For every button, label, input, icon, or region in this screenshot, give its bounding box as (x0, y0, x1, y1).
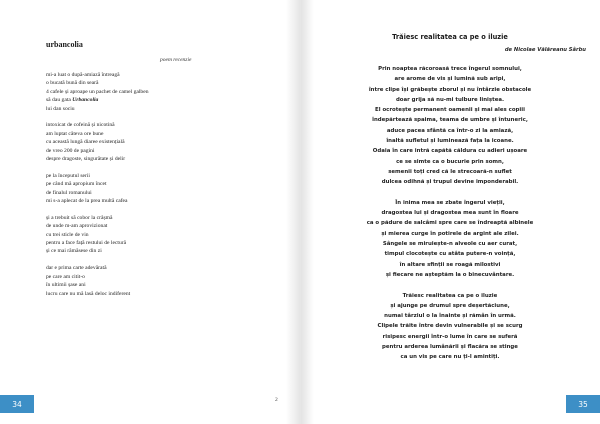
stanza (300, 198, 600, 280)
poem-line: Odaia în care intră capătă căldura cu adieri ușoare (372, 148, 528, 155)
poem-line: lucru care nu mă lasă deloc indiferent (46, 290, 131, 297)
right-page (300, 0, 600, 424)
book-title-emphasis: Urbancolia (72, 97, 99, 104)
stanza (46, 71, 266, 113)
stanza (300, 291, 600, 363)
poem-line: despre dragoste, singurătate și delir (46, 156, 126, 163)
poem-line: Trăiesc realitatea ca pe o iluzie (402, 292, 498, 299)
poem-line: numai târziul o la înainte și rămân în urmă. (384, 313, 516, 320)
poem-line: și fiecare ne așteptăm la o binecuvântare. (385, 271, 515, 278)
poem-line: Prin noaptea răcoroasă trece îngerul somnului, (378, 66, 522, 72)
poem-line: ca o pădure de salcâmi spre care se îndreaptă albinele (366, 220, 534, 227)
poem-line: pentru arderea lumânării și flacăra se stinge (382, 344, 518, 351)
poem-line: Sângele se miruiește-n alveole cu aer curat, (382, 241, 518, 248)
poem-line: și ce mai rămăsese din zi (46, 248, 102, 255)
poem-line: risipesc energii într-o lume în care se suferă (382, 333, 518, 340)
page-number-label: 35 (578, 399, 588, 409)
poem-line-text: să dau gata (46, 97, 73, 104)
poem-body (46, 71, 266, 306)
poem-line: ca un vis pe care nu ți-l amintiți. (400, 354, 500, 361)
poem-title: Trăiesc realitatea ca pe o iluzie (392, 33, 508, 41)
poem-line: de finalul romanului (46, 189, 92, 196)
poem-line: doar grija să nu-mi tulbure liniștea. (395, 96, 505, 103)
poem-line: cu această lungă diaree existențială (46, 139, 125, 146)
poem-line: am luptat câteva ore bune (46, 130, 104, 137)
footer-page-number: 2 (275, 397, 278, 403)
poem-line: are arome de vis și lumină sub aripi, (394, 76, 506, 83)
poem-line: aduce pacea sfântă ca într-o zi la amiază, (386, 127, 514, 134)
poem-body (300, 64, 600, 373)
poem-line: În inima mea se zbate îngerul vieții, (395, 199, 505, 206)
page-number-label: 34 (12, 399, 22, 409)
poem-line: 4 cafele și aproape un pachet de camel galben (46, 88, 149, 95)
stanza (300, 64, 600, 188)
gutter-shadow-left (286, 0, 300, 424)
poem-line: dragostea lui și dragostea mea sunt în floare (381, 210, 519, 217)
page-number-tab-right (566, 395, 600, 413)
poem-subtitle: poem recenzie (160, 57, 192, 63)
poem-line: pe când mă apropium încet (46, 181, 107, 188)
stanza (46, 264, 266, 298)
poem-line: El ocrotește permanent oamenii și mai ales copiii (375, 107, 525, 114)
poem-line: pe care am citit-o (46, 273, 85, 280)
poem-line: de vreo 200 de pagini (46, 147, 95, 154)
poem-line: intoxicat de cofeină și nicotină (46, 122, 115, 129)
poem-line: timpul clocotește cu atâta putere-n voință, (384, 251, 516, 258)
poem-line: și a trebuit să cobor la crâșmă (46, 214, 113, 221)
poem-line: și mierea curge în potirele de argint ale zilei. (381, 230, 519, 237)
poem-line: ce se simte ca o bucurie prin somn, (396, 158, 504, 165)
poem-line: și ajunge pe drumul spre deșertăciune, (390, 302, 510, 309)
poem-author: de Nicolae Vălăreanu Sârbu (504, 47, 586, 53)
poem-line: Clipele trăite între devin vulnerabile și se scurg (377, 323, 523, 330)
poem-line: dar e prima carte adevărată (46, 265, 107, 272)
poem-line: în ultimii șase ani (46, 282, 86, 289)
poem-line: înaltă sufletul și luminează fața la icoane. (386, 138, 514, 145)
stanza (46, 214, 266, 256)
poem-line: între clipe își grăbește zborul și nu întârzie obstacole (368, 86, 532, 93)
poem-line: în altare sfinții se roagă milostivi (399, 261, 501, 268)
poem-line: pe la începutul serii (46, 172, 90, 179)
book-spine (299, 0, 301, 424)
poem-line: de unde m-am aprovizionat (46, 223, 108, 230)
poem-line: îndepărtează spaima, teama de umbre și întuneric, (372, 117, 528, 124)
stanza (46, 121, 266, 163)
poem-line: lui dan sociu (46, 105, 75, 112)
poem-line: mi-a luat o după-amiază întreagă (46, 72, 120, 78)
poem-line: cu trei sticle de vin (46, 231, 89, 238)
poem-line: pentru a face față restului de lectură (46, 240, 127, 247)
poem-line (46, 96, 266, 104)
poem-line: dulcea odihnă și trupul devine imponderabil. (381, 179, 519, 186)
stanza (46, 172, 266, 206)
poem-title: urbancolia (46, 40, 83, 49)
poem-line: mi s-a aplecat de la prea multă cafea (46, 198, 128, 205)
poem-line: o bucată bună din seară (46, 80, 99, 87)
poem-line: semenii toți cred că le strecoară-n suflet (388, 168, 512, 175)
page-number-tab-left (0, 395, 34, 413)
